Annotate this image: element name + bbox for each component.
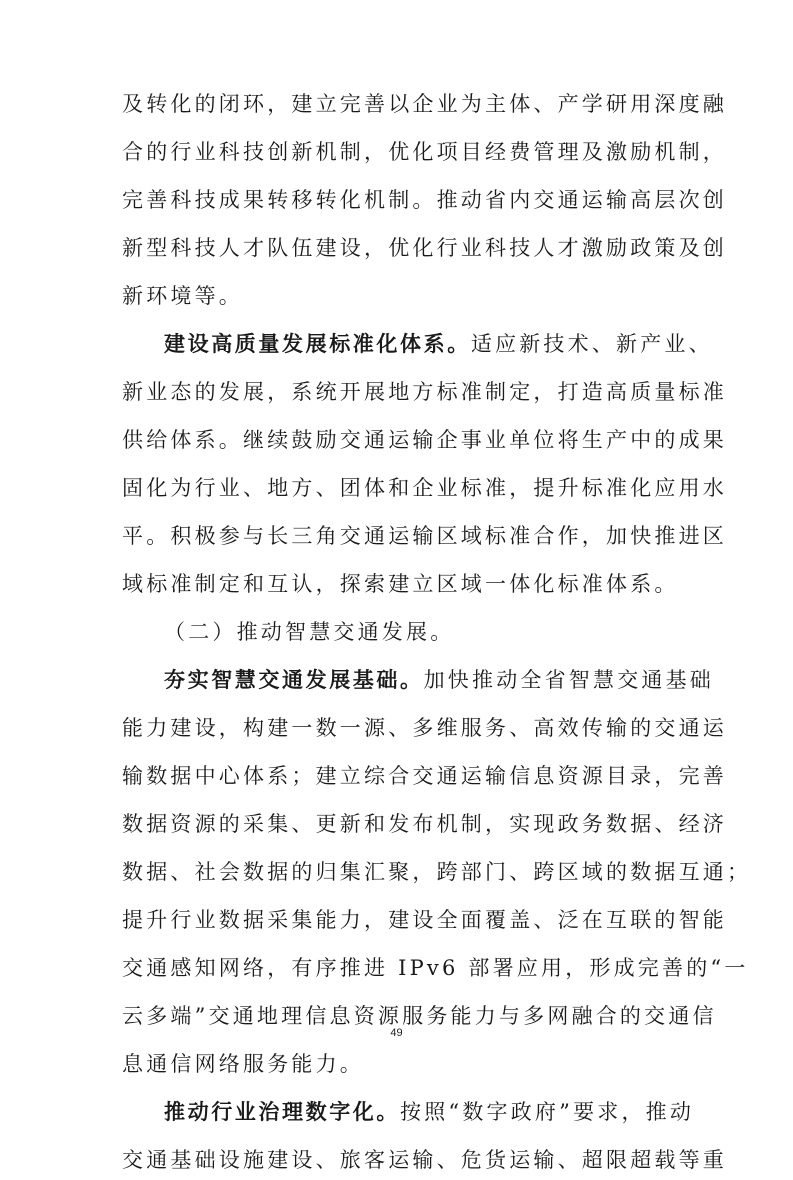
paragraph-first-line — [164, 660, 715, 700]
body-text-line: 提升行业数据采集能力，建设全面覆盖、泛在互联的智能 — [122, 908, 727, 932]
body-text-line: 息通信网络服务能力。 — [122, 1052, 364, 1076]
body-text: 加快推动全省智慧交通基础 — [423, 668, 715, 692]
paragraph-heading: 夯实智慧交通发展基础。 — [164, 668, 424, 692]
body-text-line: 云多端”交通地理信息资源服务能力与多网融合的交通信 — [122, 1004, 717, 1028]
body-text-line: 交通感知网络，有序推进 IPv6 部署应用，形成完善的“一 — [122, 956, 749, 980]
body-text-line: 完善科技成果转移转化机制。推动省内交通运输高层次创 — [122, 188, 727, 212]
body-text-line: 固化为行业、地方、团体和企业标准，提升标准化应用水 — [122, 476, 727, 500]
body-text-line: 域标准制定和互认，探索建立区域一体化标准体系。 — [122, 572, 679, 596]
paragraph-first-line — [164, 1092, 695, 1132]
body-text: 按照“数字政府”要求，推动 — [400, 1100, 695, 1124]
body-text-line: 输数据中心体系；建立综合交通运输信息资源目录，完善 — [122, 764, 727, 788]
body-text-line: 合的行业科技创新机制，优化项目经费管理及激励机制， — [122, 140, 727, 164]
body-text-line: 新环境等。 — [122, 284, 243, 308]
body-text-line: 数据、社会数据的归集汇聚，跨部门、跨区域的数据互通； — [122, 860, 752, 884]
body-text-line: 供给体系。继续鼓励交通运输企事业单位将生产中的成果 — [122, 428, 727, 452]
body-text-line: 新型科技人才队伍建设，优化行业科技人才激励政策及创 — [122, 236, 727, 260]
body-text-line: 交通基础设施建设、旅客运输、危货运输、超限超载等重 — [122, 1148, 727, 1172]
paragraph-heading: 推动行业治理数字化。 — [164, 1100, 400, 1124]
body-text: 适应新技术、新产业、 — [470, 332, 713, 356]
body-text-line: 平。积极参与长三角交通运输区域标准合作，加快推进区 — [122, 524, 727, 548]
body-text-line: 及转化的闭环，建立完善以企业为主体、产学研用深度融 — [122, 92, 727, 116]
body-text-line: 数据资源的采集、更新和发布机制，实现政务数据、经济 — [122, 812, 727, 836]
paragraph-first-line — [164, 324, 713, 364]
section-heading: （二）推动智慧交通发展。 — [164, 620, 455, 644]
body-text-line: 能力建设，构建一数一源、多维服务、高效传输的交通运 — [122, 716, 727, 740]
paragraph-heading: 建设高质量发展标准化体系。 — [164, 332, 471, 356]
body-text-line: 新业态的发展，系统开展地方标准制定，打造高质量标准 — [122, 380, 727, 404]
page-number: 49 — [390, 1027, 403, 1039]
